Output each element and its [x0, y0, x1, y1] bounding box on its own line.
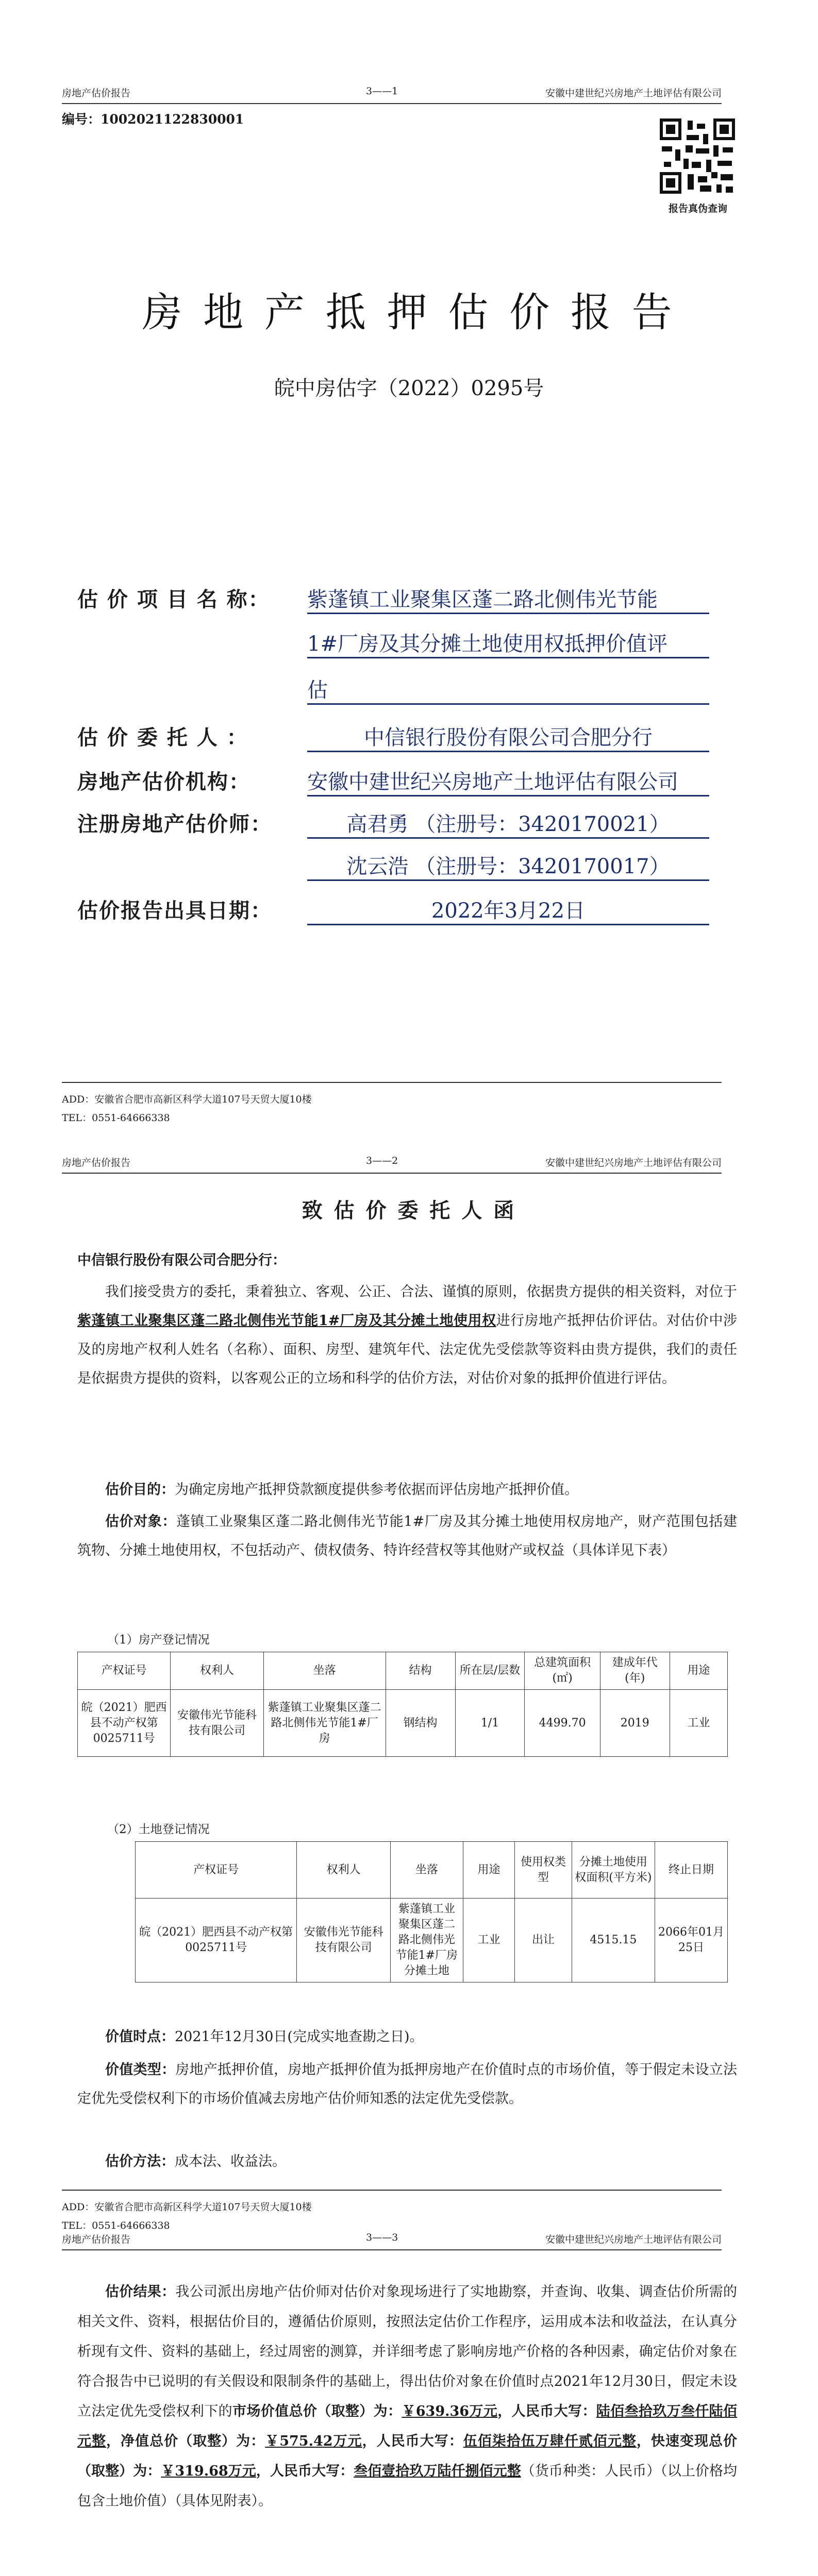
report-number: 编号：1002021122830001 — [62, 112, 244, 127]
house-table-caption: （1）房产登记情况 — [107, 1633, 210, 1647]
header-right: 安徽中建世纪兴房地产土地评估有限公司 — [545, 88, 722, 99]
client-value: 中信银行股份有限公司合肥分行 — [307, 721, 709, 752]
table-header-cell: 用途 — [463, 1842, 514, 1899]
project-value-line2: 1#厂房及其分摊土地使用权抵押价值评 — [307, 628, 709, 658]
project-value-line1: 紫蓬镇工业聚集区蓬二路北侧伟光节能 — [307, 583, 709, 614]
market-caps-label: ，人民币大写： — [497, 2403, 596, 2419]
table-cell: 出让 — [515, 1899, 572, 1982]
method-text: 成本法、收益法。 — [175, 2154, 286, 2170]
purpose-paragraph — [77, 1476, 737, 1504]
header-page-number: 3——3 — [366, 2232, 398, 2243]
table-header-cell: 使用权类型 — [515, 1842, 572, 1899]
table-header-row — [136, 1842, 728, 1899]
market-value: ￥639.36万元 — [402, 2403, 498, 2419]
method-paragraph — [77, 2147, 737, 2176]
market-value-label: 市场价值总价（取整）为： — [232, 2403, 402, 2419]
agency-label: 房地产估价机构： — [77, 770, 251, 794]
page-header — [62, 2218, 722, 2250]
footer-phone: TEL：0551-64666338 — [62, 2220, 170, 2231]
header-page-number: 3——1 — [366, 86, 398, 97]
document-number: 皖中房估字（2022）0295号 — [274, 377, 544, 400]
net-value: ￥575.42万元 — [265, 2433, 362, 2449]
header-right: 安徽中建世纪兴房地产土地评估有限公司 — [545, 2234, 722, 2245]
object-text: 蓬镇工业聚集区蓬二路北侧伟光节能1#厂房及其分摊土地使用权房地产，财产范围包括建筑物、分摊土地使用权，不包括动产、债权债务、特许经营权等其他财产或权益（具体详见下表） — [77, 1514, 737, 1558]
appraiser-label: 注册房地产估价师： — [77, 812, 272, 836]
house-registration-table — [77, 1652, 728, 1757]
intro-property-name: 紫蓬镇工业聚集区蓬二路北侧伟光节能1#厂房及其分摊土地使用权 — [77, 1313, 496, 1329]
client-label: 估 价 委 托 人 ： — [77, 725, 248, 750]
table-cell: 1/1 — [455, 1690, 525, 1757]
qr-caption: 报告真伪查询 — [668, 203, 727, 214]
header-right: 安徽中建世纪兴房地产土地评估有限公司 — [545, 1157, 722, 1168]
appraiser-1: 高君勇 （注册号：3420170021） — [307, 808, 709, 839]
table-header-cell: 坐落 — [263, 1652, 386, 1690]
value-date-label: 价值时点： — [105, 2029, 175, 2045]
salutation: 中信银行股份有限公司合肥分行： — [77, 1252, 286, 1268]
method-label: 估价方法： — [105, 2154, 175, 2170]
table-header-cell: 终止日期 — [655, 1842, 727, 1899]
header-left: 房地产估价报告 — [62, 1157, 131, 1168]
table-cell: 安徽伟光节能科技有限公司 — [297, 1899, 391, 1982]
value-type-text: 房地产抵押价值，房地产抵押价值为抵押房地产在价值时点的市场价值，等于假定未设立法定优先受偿权利下的市场价值减去房地产估价师知悉的法定优先受偿款。 — [77, 2062, 737, 2107]
purpose-label: 估价目的： — [105, 1482, 175, 1498]
table-cell: 2066年01月25日 — [655, 1899, 727, 1982]
issue-date-label: 估价报告出具日期： — [77, 899, 272, 923]
table-header-cell: 总建筑面积(㎡) — [525, 1652, 600, 1690]
table-header-cell: 用途 — [670, 1652, 727, 1690]
table-cell: 4515.15 — [572, 1899, 655, 1982]
table-cell: 皖（2021）肥西县不动产权第0025711号 — [78, 1690, 171, 1757]
table-row — [136, 1899, 728, 1982]
land-registration-table — [135, 1841, 728, 1982]
header-left: 房地产估价报告 — [62, 2234, 131, 2245]
letter-title: 致 估 价 委 托 人 函 — [302, 1198, 516, 1223]
intro-paragraph — [77, 1278, 737, 1393]
result-text: 我公司派出房地产估价师对估价对象现场进行了实地勘察，并查询、收集、调查估价所需的相关文件、资料，根据估价目的，遵循估价原则，按照法定估价工作程序，运用成本法和收益法，在认真分析现有文件、资料的基础上，经过周密的测算，并详细考虑了影响房地产价格的各种因素，确定估价对象在符合报告中已说明的有关假设和限制条件的基础上，得出估价对象在价值时点2021年12月30日，假定未设立法定优先受偿权利下的 — [77, 2284, 737, 2419]
footer-address: ADD：安徽省合肥市高新区科学大道107号天贸大厦10楼 — [62, 2201, 312, 2213]
table-cell: 紫蓬镇工业聚集区蓬二路北侧伟光节能1#厂房 — [263, 1690, 386, 1757]
value-date-text: 2021年12月30日(完成实地查勘之日)。 — [175, 2029, 424, 2045]
issue-date-value: 2022年3月22日 — [307, 894, 709, 925]
report-title: 房 地 产 抵 押 估 价 报 告 — [142, 290, 676, 336]
table-header-cell: 坐落 — [390, 1842, 463, 1899]
purpose-text: 为确定房地产抵押贷款额度提供参考依据而评估房地产抵押价值。 — [175, 1482, 578, 1498]
quick-value-caps: 叁佰壹拾玖万陆仟捌佰元整 — [354, 2463, 521, 2479]
table-header-cell: 产权证号 — [136, 1842, 297, 1899]
header-page-number: 3——2 — [366, 1155, 398, 1166]
intro-text-c: 进行房地产抵押估价评估。对估价中涉及的房地产权利人姓名（名称）、面积、房型、建筑年代、法定优先受偿款等资料由贵方提供，我们的责任是依据贵方提供的资料，以客观公正的立场和科学的估价方法，对估价对象的抵押价值进行评估。 — [77, 1313, 737, 1386]
table-cell: 4499.70 — [525, 1690, 600, 1757]
result-paragraph — [77, 2277, 737, 2516]
table-cell: 工业 — [463, 1899, 514, 1982]
currency-note: （货币种类：人民币）（以上价格均包含土地价值）（具体见附表）。 — [77, 2463, 738, 2509]
result-label: 估价结果： — [105, 2284, 176, 2300]
page-header — [62, 72, 722, 104]
table-header-cell: 建成年代(年) — [600, 1652, 670, 1690]
table-header-cell: 结构 — [386, 1652, 455, 1690]
header-left: 房地产估价报告 — [62, 88, 131, 99]
table-cell: 工业 — [670, 1690, 727, 1757]
table-header-cell: 所在层/层数 — [455, 1652, 525, 1690]
value-date-paragraph — [77, 2023, 737, 2052]
table-header-cell: 分摊土地使用权面积(平方米) — [572, 1842, 655, 1899]
table-header-cell: 产权证号 — [78, 1652, 171, 1690]
page-footer — [62, 1082, 722, 1127]
object-label: 估价对象： — [105, 1514, 176, 1530]
project-label: 估 价 项 目 名 称： — [77, 587, 270, 612]
agency-value: 安徽中建世纪兴房地产土地评估有限公司 — [307, 766, 709, 796]
page-header — [62, 1142, 722, 1174]
table-row — [78, 1690, 728, 1757]
net-value-label: ，净值总价（取整）为： — [106, 2433, 265, 2449]
table-header-cell: 权利人 — [297, 1842, 391, 1899]
footer-address: ADD：安徽省合肥市高新区科学大道107号天贸大厦10楼 — [62, 1094, 312, 1105]
qr-code-icon — [660, 118, 735, 194]
table-cell: 皖（2021）肥西县不动产权第0025711号 — [136, 1899, 297, 1982]
table-cell: 紫蓬镇工业聚集区蓬二路北侧伟光节能1#厂房分摊土地 — [390, 1899, 463, 1982]
footer-phone: TEL：0551-64666338 — [62, 1112, 170, 1124]
value-type-paragraph — [77, 2056, 737, 2113]
appraiser-2: 沈云浩 （注册号：3420170017） — [307, 850, 709, 881]
value-type-label: 价值类型： — [105, 2062, 176, 2078]
intro-text-a: 我们接受贵方的委托，秉着独立、客观、公正、合法、谨慎的原则，依据贵方提供的相关资料，对位于 — [105, 1284, 737, 1300]
net-value-caps: 伍佰柒拾伍万肆仟贰佰元整 — [463, 2433, 637, 2449]
table-cell: 安徽伟光节能科技有限公司 — [171, 1690, 263, 1757]
land-table-caption: （2）土地登记情况 — [107, 1823, 210, 1836]
table-header-cell: 权利人 — [171, 1652, 263, 1690]
table-header-row — [78, 1652, 728, 1690]
quick-value-label: ，快速变现总价（取整）为： — [77, 2433, 737, 2479]
table-cell: 钢结构 — [386, 1690, 455, 1757]
table-cell: 2019 — [600, 1690, 670, 1757]
project-value-line3: 估 — [307, 674, 709, 705]
quick-value: ￥319.68万元 — [161, 2463, 256, 2479]
object-paragraph — [77, 1507, 737, 1565]
net-caps-label: ，人民币大写： — [362, 2433, 463, 2449]
market-value-caps: 陆佰叁拾玖万叁仟陆佰元整 — [77, 2403, 738, 2449]
quick-caps-label: ，人民币大写： — [256, 2463, 354, 2479]
